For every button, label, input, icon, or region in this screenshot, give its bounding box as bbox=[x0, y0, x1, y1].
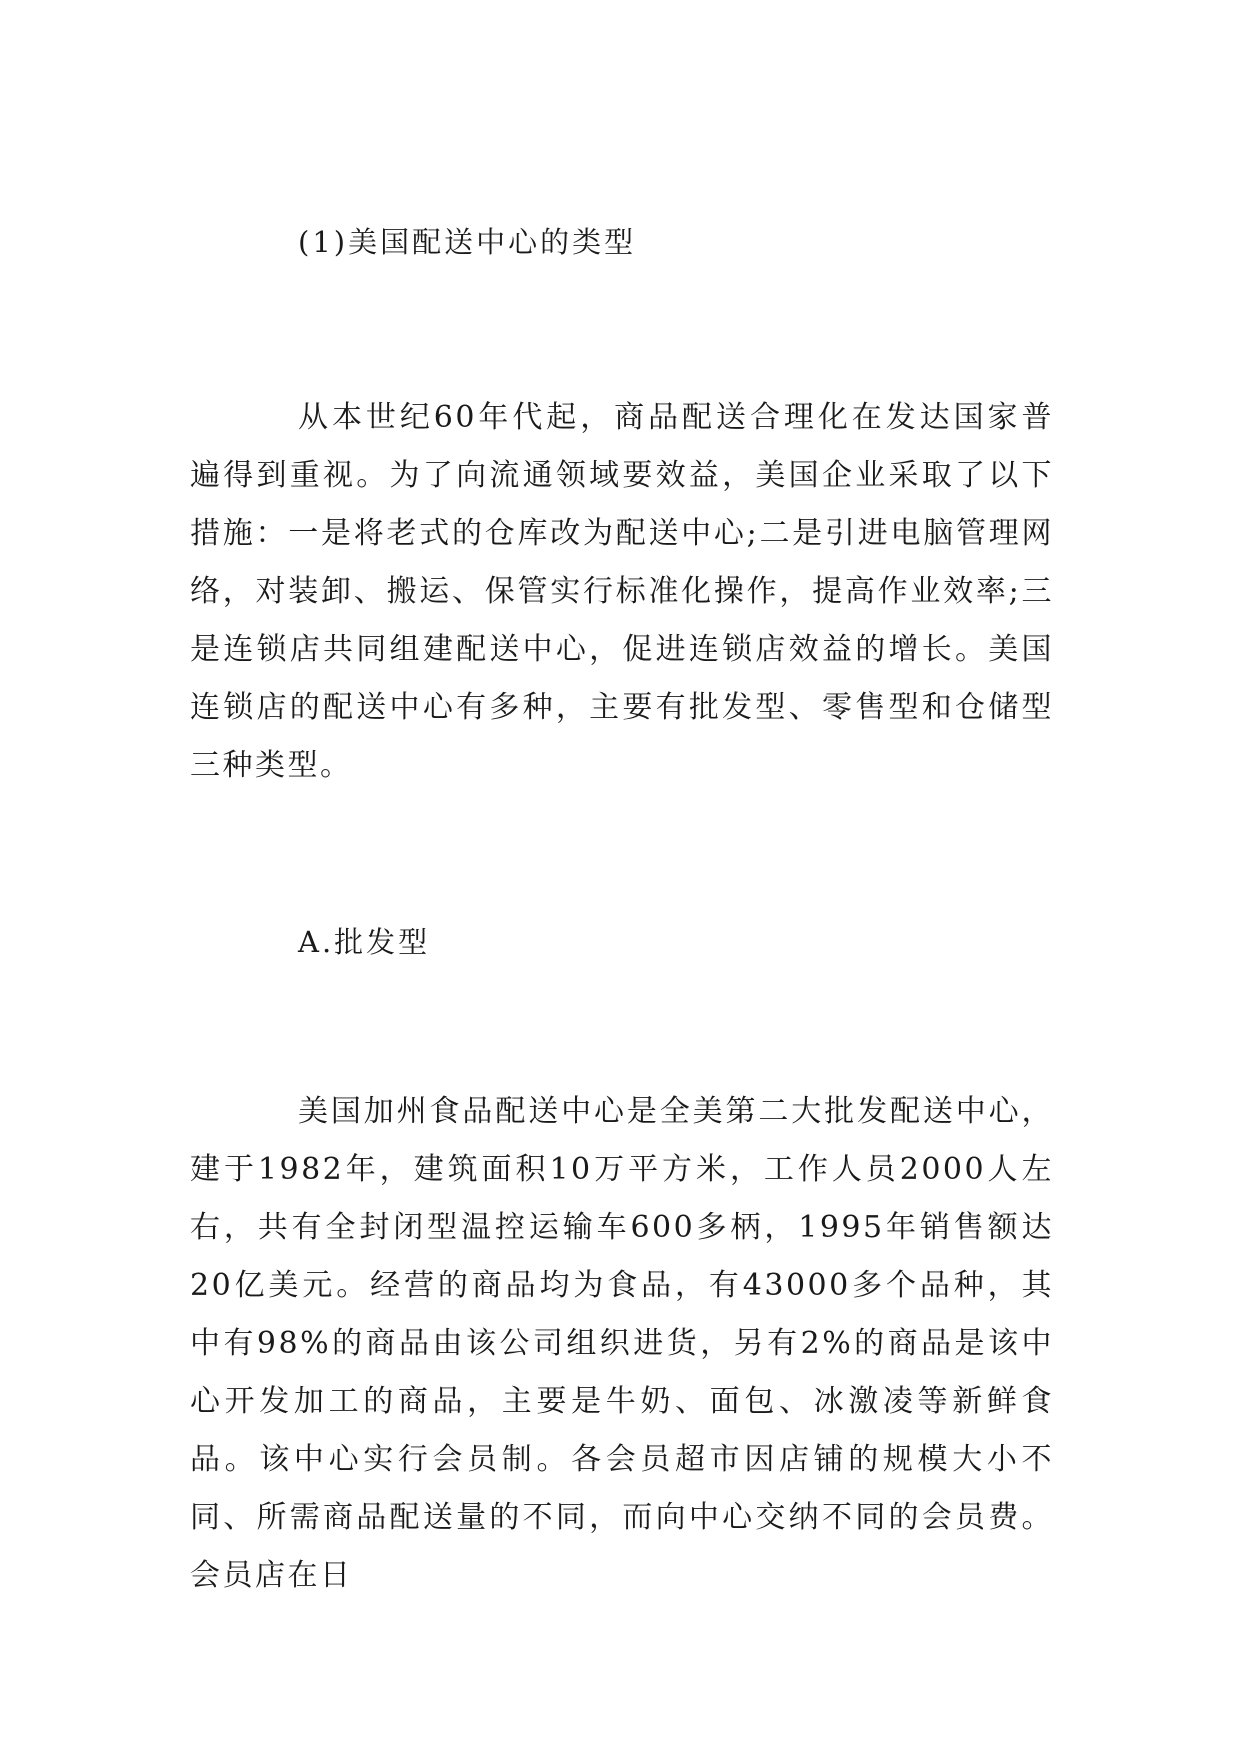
paragraph-intro: 从本世纪60年代起，商品配送合理化在发达国家普遍得到重视。为了向流通领域要效益，美国企业采取了以下措施：一是将老式的仓库改为配送中心;二是引进电脑管理网络，对装卸、搬运、保管实行标准化操作，提高作业效率;三是连锁店共同组建配送中心，促进连锁店效益的增长。美国连锁店的配送中心有多种，主要有批发型、零售型和仓储型三种类型。 bbox=[190, 400, 1054, 783]
paragraph-wholesale: 美国加州食品配送中心是全美第二大批发配送中心，建于1982年，建筑面积10万平方米，工作人员2000人左右，共有全封闭型温控运输车600多柄，1995年销售额达20亿美元。经营的商品均为食品，有43000多个品种，其中有98%的商品由该公司组织进货，另有2%的商品是该中心开发加工的商品，主要是牛奶、面包、冰激凌等新鲜食品。该中心实行会员制。各会员超市因店铺的规模大小不同、所需商品配送量的不同，而向中心交纳不同的会员费。会员店在日 bbox=[190, 1094, 1054, 1593]
section-heading: (1)美国配送中心的类型 bbox=[298, 225, 637, 259]
subheading-wholesale: A.批发型 bbox=[298, 925, 431, 959]
